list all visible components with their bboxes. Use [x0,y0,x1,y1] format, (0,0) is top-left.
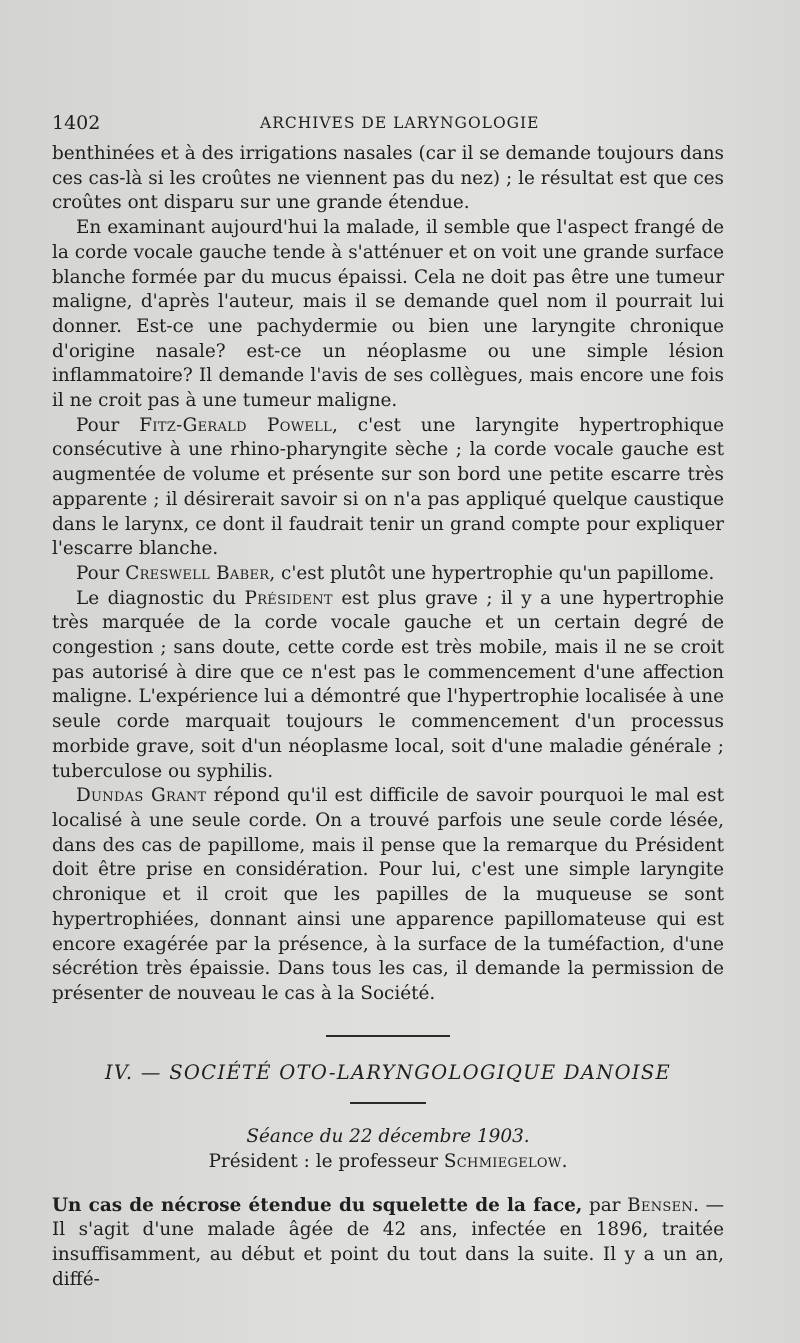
paragraph-text: , c'est une laryngite hypertrophique consécutive à une rhino-pharyngite sèche ; la corde vocale gauche est augmentée de volume et présente sur son bord une petite escarre très apparente ; il désirerait savoir si on n'a pas appliqué quelque caustique dans le larynx, ce dont il faudrait tenir un grand compte pour expliquer l'escarre blanche. [52,414,724,560]
journal-title: ARCHIVES DE LARYNGOLOGIE [260,114,540,132]
speaker-name: Fitz-Gerald Powell [139,414,333,436]
case-text: . — Il s'agit d'une malade âgée de 42 ans, infectée en 1896, traitée insuffisamment, au début et point du tout dans la suite. Il y a un an, diffé- [52,1194,724,1290]
paragraph-examination: En examinant aujourd'hui la malade, il semble que l'aspect frangé de la corde vocale gauche tende à s'atténuer et on voit une grande surface blanche formée par du mucus épaissi. Cela ne doit pas être une tumeur maligne, d'après l'auteur, mais il se demande quel nom il pourrait lui donner. Est-ce une pachydermie ou bien une laryngite chronique d'origine nasale? est-ce un néoplasme ou une simple lésion inflammatoire? Il demande l'avis de ses collègues, mais encore une fois il ne croit pas à une tumeur maligne. [52,217,724,412]
speaker-name: Creswell Baber [125,562,270,584]
section-divider-short [350,1102,426,1104]
paragraph-continuation: benthinées et à des irrigations nasales (car il se demande toujours dans ces cas-là si les croûtes ne viennent pas du nez) ; le résultat est que ces croûtes ont disparu sur une grande étendue. [52,143,724,214]
paragraph-president [52,587,724,785]
paragraph-grant [52,784,724,1006]
paragraph-text: répond qu'il est difficile de savoir pourquoi le mal est localisé à une seule corde. On a trouvé parfois une seule corde lésée, dans des cas de papillome, mais il pense que la remarque du Président doit être prise en considération. Pour lui, c'est une simple laryngite chronique et il croit que les papilles de la muqueuse se sont hypertrophiées, donnant ainsi une apparence papillomateuse qui est encore exagérée par la présence, à la surface de la tuméfaction, d'une sécrétion très épaissie. Dans tous les cas, il demande la permission de présenter de nouveau le cas à la Société. [52,785,724,1004]
case-author: Bensen [627,1194,694,1216]
paragraph-baber [52,562,724,587]
president-label: Président : le professeur [208,1150,439,1172]
case-by: par [588,1194,621,1216]
president-name: Schmiegelow [443,1150,562,1172]
session-date [52,1126,724,1147]
case-title: Un cas de nécrose étendue du squelette de la face, [52,1194,583,1216]
section-divider [326,1035,450,1037]
page-number: 1402 [52,112,101,134]
session-date-text: Séance du 22 décembre 1903. [246,1125,530,1147]
paragraph-lead: Le diagnostic du [76,587,237,609]
speaker-name: Dundas Grant [76,785,207,807]
paragraph-lead: Pour [76,562,120,584]
paragraph-lead: Pour [76,414,120,436]
paragraph-powell [52,414,724,562]
paragraph-text: est plus grave ; il y a une hypertrophie très marquée de la corde vocale gauche et un certain degré de congestion ; sans doute, cette corde est très mobile, mais il ne se croit pas autorisé à dire que ce n'est pas le commencement d'une affection maligne. L'expérience lui a démontré que l'hypertrophie localisée à une seule corde marquait toujours le commencement d'un processus morbide grave, soit d'un néoplasme local, soit d'une maladie générale ; tuberculose ou syphilis. [52,587,724,782]
paragraph-text: , c'est plutôt une hypertrophie qu'un papillome. [269,562,715,584]
president-end: . [561,1150,568,1172]
section-title: IV. — SOCIÉTÉ OTO-LARYNGOLOGIQUE DANOISE [104,1060,672,1084]
running-header [52,108,724,142]
session-president [52,1151,724,1172]
case-report [52,1194,724,1293]
speaker-name: Président [244,587,333,609]
body-text [52,142,724,1007]
